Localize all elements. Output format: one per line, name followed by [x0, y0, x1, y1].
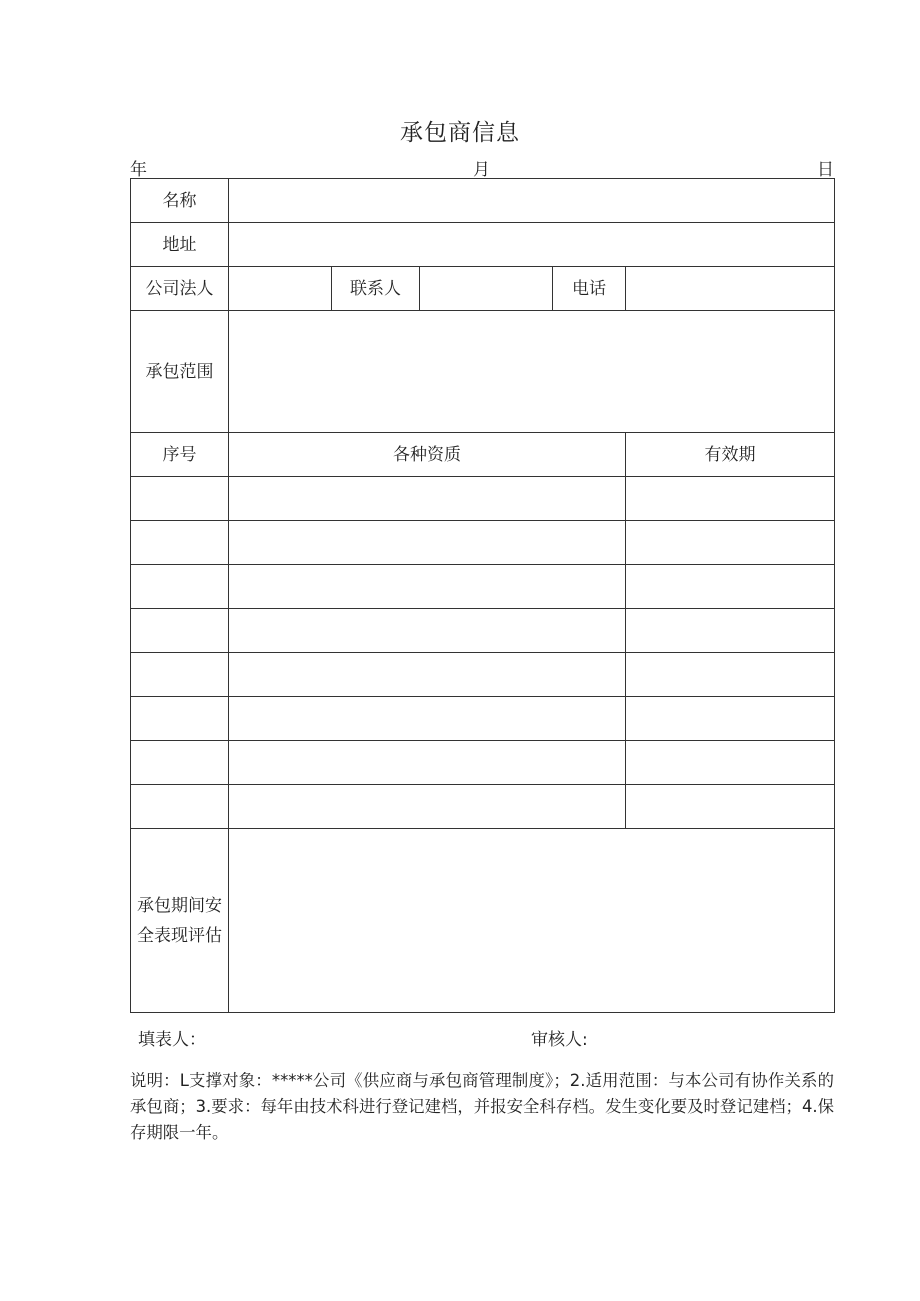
date-row [130, 155, 834, 180]
qualification-row [131, 477, 835, 521]
evaluation-row [131, 829, 835, 1013]
contact-field[interactable] [420, 267, 553, 311]
date-day-label: 日 [817, 160, 834, 180]
name-field[interactable] [229, 179, 835, 223]
evaluation-label [131, 829, 229, 1013]
seq-cell[interactable] [131, 697, 229, 741]
contractor-info-form [130, 178, 835, 1013]
date-year-label: 年 [130, 160, 147, 180]
contact-info-row [131, 267, 835, 311]
qualification-row [131, 609, 835, 653]
qualification-cell[interactable] [229, 653, 626, 697]
qualification-cell[interactable] [229, 565, 626, 609]
seq-cell[interactable] [131, 565, 229, 609]
evaluation-field[interactable] [229, 829, 835, 1013]
reviewer-label: 审核人: [531, 1030, 588, 1050]
name-label: 名称 [131, 179, 229, 223]
validity-cell[interactable] [626, 521, 835, 565]
qualification-row [131, 785, 835, 829]
address-label: 地址 [131, 223, 229, 267]
validity-cell[interactable] [626, 653, 835, 697]
seq-cell[interactable] [131, 653, 229, 697]
qualification-cell[interactable] [229, 697, 626, 741]
qualification-header: 各种资质 [229, 433, 626, 477]
phone-field[interactable] [626, 267, 835, 311]
validity-cell[interactable] [626, 697, 835, 741]
explanation-note: 说明：L支撑对象：*****公司《供应商与承包商管理制度》；2.适用范围：与本公司有协作关系的承包商；3.要求：每年由技术科进行登记建档，并报安全科存档。发生变化要及时登记建档；4.保存期限一年。 [130, 1071, 834, 1142]
validity-cell[interactable] [626, 741, 835, 785]
qualification-row [131, 741, 835, 785]
validity-cell[interactable] [626, 785, 835, 829]
legal-person-field[interactable] [229, 267, 332, 311]
validity-header: 有效期 [626, 433, 835, 477]
qualification-row [131, 565, 835, 609]
filler-label: 填表人： [138, 1030, 206, 1050]
address-field[interactable] [229, 223, 835, 267]
name-row [131, 179, 835, 223]
validity-cell[interactable] [626, 477, 835, 521]
seq-cell[interactable] [131, 785, 229, 829]
scope-field[interactable] [229, 311, 835, 433]
phone-label: 电话 [553, 267, 626, 311]
qualification-row [131, 697, 835, 741]
date-month-label: 月 [473, 160, 490, 180]
evaluation-label-line2: 全表现评估 [137, 925, 222, 946]
qualification-row [131, 521, 835, 565]
qualification-cell[interactable] [229, 477, 626, 521]
page-title: 承包商信息 [400, 120, 520, 146]
contact-label: 联系人 [332, 267, 420, 311]
qualification-header-row [131, 433, 835, 477]
seq-cell[interactable] [131, 477, 229, 521]
validity-cell[interactable] [626, 565, 835, 609]
qualification-row [131, 653, 835, 697]
qualification-cell[interactable] [229, 785, 626, 829]
validity-cell[interactable] [626, 609, 835, 653]
scope-label: 承包范围 [131, 311, 229, 433]
seq-header: 序号 [131, 433, 229, 477]
seq-cell[interactable] [131, 521, 229, 565]
seq-cell[interactable] [131, 741, 229, 785]
scope-row [131, 311, 835, 433]
legal-person-label: 公司法人 [131, 267, 229, 311]
address-row [131, 223, 835, 267]
qualification-cell[interactable] [229, 741, 626, 785]
evaluation-label-line1: 承包期间安 [137, 895, 222, 916]
qualification-cell[interactable] [229, 609, 626, 653]
seq-cell[interactable] [131, 609, 229, 653]
qualification-cell[interactable] [229, 521, 626, 565]
